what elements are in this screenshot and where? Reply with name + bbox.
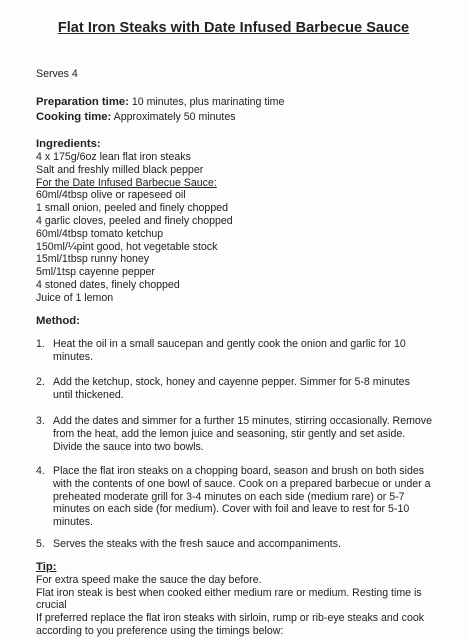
step-line: minutes on each side (for medium). Cover with foil and leave to rest for 5-10	[53, 503, 410, 516]
ingredient-item: 1 small onion, peeled and finely chopped	[36, 202, 229, 215]
step-line: minutes.	[53, 516, 94, 529]
tip-line: according to you preference using the timings below:	[36, 624, 284, 637]
ingredient-item: 60ml/4tbsp tomato ketchup	[36, 227, 164, 240]
step-line: with the contents of one bowl of sauce. Cook on a prepared barbecue or under a	[53, 477, 431, 490]
cooking-value: Approximately 50 minutes	[113, 111, 236, 123]
step-number: 5.	[36, 538, 45, 550]
step-number: 4.	[36, 465, 45, 477]
step-number: 3.	[36, 415, 45, 427]
recipe-title: Flat Iron Steaks with Date Infused Barbecue Sauce	[57, 20, 410, 36]
step-line: from the heat, add the lemon juice and seasoning, stir gently and set aside.	[53, 427, 406, 440]
tip-section	[36, 561, 441, 638]
tip-line: crucial	[36, 599, 67, 612]
step-text	[53, 415, 438, 453]
step-number: 2.	[36, 376, 45, 388]
step-line: minutes.	[53, 350, 94, 363]
step-line: Heat the oil in a small saucepan and gently cook the onion and garlic for 10	[53, 338, 406, 350]
ingredient-item: 150ml/¼pint good, hot vegetable stock	[36, 240, 218, 253]
ingredient-item: 15ml/1tbsp runny honey	[36, 253, 150, 266]
cooking-label: Cooking time:	[36, 111, 112, 123]
step-line: Serves the steaks with the fresh sauce and accompaniments.	[53, 538, 341, 550]
step-line: Place the flat iron steaks on a chopping board, season and brush on both sides	[53, 465, 425, 477]
step-line: Divide the sauce into two bowls.	[53, 440, 204, 453]
ingredient-item: 5ml/1tsp cayenne pepper	[36, 266, 155, 279]
cooking-time	[36, 110, 284, 125]
step-line: Add the ketchup, stock, honey and cayenne pepper. Simmer for 5-8 minutes	[53, 376, 410, 388]
ingredient-item: 4 garlic cloves, peeled and finely chopped	[36, 214, 233, 227]
step-line: Add the dates and simmer for a further 15 minutes, stirring occasionally. Remove	[53, 415, 432, 427]
step-text	[53, 338, 438, 364]
ingredient-item: 4 stoned dates, finely chopped	[36, 278, 180, 291]
step-text	[53, 465, 438, 529]
tip-line: If preferred replace the flat iron steaks with sirloin, rump or rib-eye steaks and cook	[36, 612, 425, 625]
times-section	[36, 95, 284, 125]
preparation-value: 10 minutes, plus marinating time	[131, 96, 285, 108]
step-line: until thickened.	[53, 388, 124, 401]
tip-line: For extra speed make the sauce the day before.	[36, 573, 262, 586]
ingredient-item: 4 x 175g/6oz lean flat iron steaks	[36, 151, 191, 163]
step-number: 1.	[36, 338, 45, 350]
ingredients-heading: Ingredients:	[36, 138, 101, 150]
tip-line: Flat iron steak is best when cooked either medium rare or medium. Resting time is	[36, 586, 422, 599]
preparation-time	[36, 95, 284, 110]
ingredient-item: Juice of 1 lemon	[36, 291, 114, 304]
method-heading: Method:	[36, 315, 80, 327]
ingredient-item: 60ml/4tbsp olive or rapeseed oil	[36, 189, 186, 202]
tip-heading: Tip:	[36, 561, 57, 573]
ingredients-section	[36, 138, 233, 305]
serves-text: Serves 4	[36, 68, 78, 80]
step-line: preheated moderate grill for 3-4 minutes on each side (medium rare) or 5-7	[53, 490, 405, 503]
preparation-label: Preparation time:	[36, 96, 129, 108]
sauce-subheading: For the Date Infused Barbecue Sauce:	[36, 176, 217, 189]
ingredient-item: Salt and freshly milled black pepper	[36, 163, 204, 176]
step-text	[53, 376, 438, 402]
step-text	[53, 538, 438, 551]
